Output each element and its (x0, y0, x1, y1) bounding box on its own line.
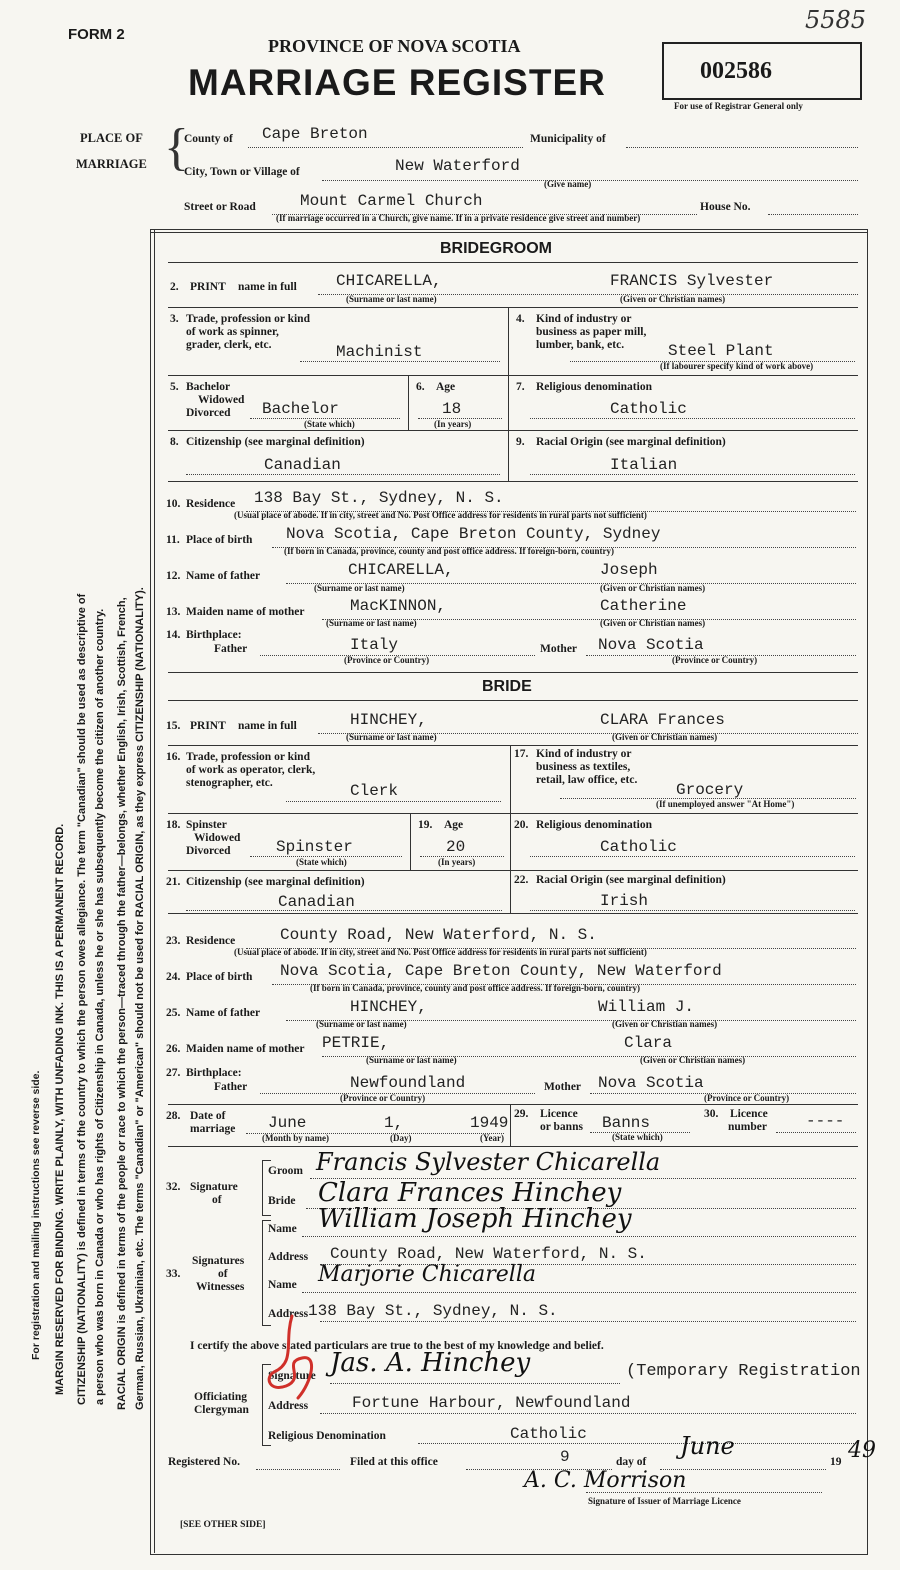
bride-racial-origin: Irish (600, 892, 649, 910)
groom-sig-label: Groom (268, 1165, 303, 1177)
f32-num: 32. (166, 1181, 181, 1193)
f14-mother-prov-note: (Province or Country) (672, 655, 758, 665)
house-label: House No. (700, 201, 751, 213)
witness1-address: County Road, New Waterford, N. S. (330, 1245, 647, 1263)
f4-label: Kind of industry or business as paper mill, lumber, bank, etc. (536, 313, 647, 351)
day-of-label: day of (616, 1456, 647, 1468)
f30-num: 30. (704, 1108, 719, 1120)
f33-label-witnesses: Witnesses (196, 1281, 245, 1293)
f6-num: 6. (416, 381, 425, 393)
f23-num: 23. (166, 935, 181, 947)
witness2-name-label: Name (268, 1279, 297, 1291)
f8-label: Citizenship (see marginal definition) (186, 436, 365, 448)
marriage-month: June (268, 1114, 307, 1132)
f12-num: 12. (166, 570, 181, 582)
f15-label: name in full (238, 720, 297, 732)
f11-num: 11. (166, 534, 180, 546)
f13-label: Maiden name of mother (186, 606, 305, 618)
see-other-side: [SEE OTHER SIDE] (180, 1520, 266, 1530)
bride-religion: Catholic (600, 838, 677, 856)
groom-religion: Catholic (610, 400, 687, 418)
filed-day: 9 (560, 1448, 570, 1466)
bride-given-names: CLARA Frances (600, 711, 725, 729)
form-label: FORM 2 (68, 26, 125, 43)
bride-father-surname: HINCHEY, (350, 998, 427, 1016)
f23-note: (Usual place of abode. If in city, street and No. Post Office address for residents in rural parts not sufficient) (234, 947, 647, 957)
clergy-denom-label: Religious Denomination (268, 1430, 386, 1442)
f16-label: Trade, profession or kind of work as operator, clerk, stenographer, etc. (186, 751, 316, 789)
f5-label-bachelor: Bachelor (186, 381, 231, 393)
f24-num: 24. (166, 971, 181, 983)
f10-label: Residence (186, 498, 236, 510)
f11-note: (If born in Canada, province, county and post office address. If foreign-born, country) (284, 546, 615, 556)
groom-given-names: FRANCIS Sylvester (610, 272, 774, 290)
f18-label-widowed: Widowed (194, 832, 241, 844)
registrar-note: For use of Registrar General only (674, 101, 803, 111)
f11-label: Place of birth (186, 534, 253, 546)
f6-label: Age (436, 381, 456, 393)
f18-label-spinster: Spinster (186, 819, 227, 831)
f17-label: Kind of industry or business as textiles, retail, law office, etc. (536, 748, 638, 786)
f26-surname-note: (Surname or last name) (366, 1055, 457, 1065)
city-value: New Waterford (395, 157, 520, 175)
f12-label: Name of father (186, 570, 261, 582)
filed-year-suffix: 49 (848, 1438, 876, 1463)
bride-surname-note: (Surname or last name) (346, 732, 437, 742)
give-name-note: (Give name) (544, 179, 592, 189)
margin-instructions: For registration and mailing instructions see reverse side. (30, 1070, 42, 1360)
bride-citizenship: Canadian (278, 893, 355, 911)
f27-mother-prov-note: (Province or Country) (704, 1093, 790, 1103)
filed-month: June (680, 1432, 735, 1460)
registered-no-label: Registered No. (168, 1456, 240, 1468)
bride-mother-given: Clara (624, 1034, 673, 1052)
f10-note: (Usual place of abode. If in city, street and No. Post Office address for residents in rural parts not sufficient) (234, 510, 647, 520)
f28-num: 28. (166, 1110, 181, 1122)
place-heading-2: MARRIAGE (76, 157, 147, 171)
licence-type: Banns (602, 1114, 651, 1132)
witness1-address-label: Address (268, 1251, 309, 1263)
margin-binding-note: MARGIN RESERVED FOR BINDING. WRITE PLAINLY, WITH UNFADING INK. THIS IS A PERMANENT RECORD. (54, 823, 66, 1395)
f26-given-note: (Given or Christian names) (640, 1055, 746, 1065)
bride-heading: BRIDE (482, 678, 532, 695)
place-heading-1: PLACE OF (80, 131, 143, 145)
f13-surname-note: (Surname or last name) (326, 618, 417, 628)
f30-label-number: number (728, 1121, 767, 1133)
filed-label: Filed at this office (350, 1456, 438, 1468)
f29-note: (State which) (612, 1132, 663, 1142)
f4-note: (If labourer specify kind of work above) (660, 361, 814, 371)
f5-label-divorced: Divorced (186, 407, 231, 419)
f27-father-label: Father (214, 1081, 248, 1093)
issuer-signature: A. C. Morrison (524, 1468, 687, 1493)
month-note: (Month by name) (262, 1133, 329, 1143)
clergy-signature: Jas. A. Hinchey (330, 1348, 531, 1378)
f27-mother-label: Mother (544, 1081, 582, 1093)
county-value: Cape Breton (262, 125, 368, 143)
f16-num: 16. (166, 751, 181, 763)
county-label: County of (184, 133, 233, 145)
certify-statement: I certify the above stated particulars are true to the best of my knowledge and belief. (190, 1340, 604, 1352)
clergy-denomination: Catholic (510, 1425, 587, 1443)
f17-note: (If unemployed answer "At Home") (656, 799, 795, 809)
groom-citizenship: Canadian (264, 456, 341, 474)
f21-label: Citizenship (see marginal definition) (186, 876, 365, 888)
clergy-sig-label: Signature (268, 1370, 316, 1382)
margin-racial-def-2: German, Russian, Ukrainian, etc. The terms "Canadian" or "American" should not be used for RACIAL ORIGIN, as they express CITIZENSHIP (NATIONALITY). (134, 587, 146, 1410)
f27-label: Birthplace: (186, 1067, 242, 1079)
officiating-label-1: Officiating (194, 1391, 248, 1403)
f25-given-note: (Given or Christian names) (612, 1019, 718, 1029)
year-note: (Year) (480, 1133, 504, 1143)
temporary-registration-note: (Temporary Registration (626, 1362, 861, 1381)
f24-note: (If born in Canada, province, county and post office address. If foreign-born, country) (310, 983, 641, 993)
margin-citizenship-def-1: CITIZENSHIP (NATIONALITY) is defined in terms of the country to which the person owes allegiance. The term "Canadian" should be used as descriptive of (76, 593, 88, 1405)
f18-num: 18. (166, 819, 181, 831)
witness2-address: 138 Bay St., Sydney, N. S. (308, 1302, 558, 1320)
bride-age-note: (In years) (438, 857, 476, 867)
bridegroom-heading: BRIDEGROOM (440, 240, 552, 257)
f12-surname-note: (Surname or last name) (314, 583, 405, 593)
street-note: (If marriage occurred in a Church, give name. If in a private residence give street and number) (276, 213, 641, 223)
f22-label: Racial Origin (see marginal definition) (536, 874, 726, 886)
f22-num: 22. (514, 874, 529, 886)
filed-year-prefix: 19 (830, 1456, 842, 1468)
groom-birthplace: Nova Scotia, Cape Breton County, Sydney (286, 525, 661, 543)
f14-father-prov-note: (Province or Country) (344, 655, 430, 665)
f29-label-licence: Licence (540, 1108, 578, 1120)
margin-citizenship-def-2: a person who was born in Canada or who has rights of Citizenship in Canada, unless he or she has subsequently become the citizen of another country. (94, 608, 106, 1405)
groom-residence: 138 Bay St., Sydney, N. S. (254, 489, 504, 507)
f29-label-banns: or banns (540, 1121, 583, 1133)
f9-num: 9. (516, 436, 525, 448)
bride-father-birthplace: Newfoundland (350, 1074, 466, 1092)
f23-label: Residence (186, 935, 236, 947)
groom-father-surname: CHICARELLA, (348, 561, 454, 579)
groom-mother-birthplace: Nova Scotia (598, 636, 704, 654)
bride-mother-birthplace: Nova Scotia (598, 1074, 704, 1092)
groom-given-note: (Given or Christian names) (620, 294, 726, 304)
f33-num: 33. (166, 1268, 181, 1280)
f14-mother-label: Mother (540, 643, 578, 655)
f14-label: Birthplace: (186, 629, 242, 641)
bride-trade: Clerk (350, 782, 399, 800)
day-note: (Day) (390, 1133, 412, 1143)
groom-surname-note: (Surname or last name) (346, 294, 437, 304)
bride-father-given: William J. (598, 998, 695, 1016)
f7-num: 7. (516, 381, 525, 393)
f20-label: Religious denomination (536, 819, 652, 831)
f8-num: 8. (170, 436, 179, 448)
bride-age: 20 (446, 838, 466, 856)
register-number: 002586 (700, 58, 772, 84)
f28-label-marriage: marriage (190, 1123, 236, 1135)
bride-birthplace: Nova Scotia, Cape Breton County, New Waterford (280, 962, 722, 980)
province-heading: PROVINCE OF NOVA SCOTIA (268, 36, 521, 56)
f32-label-of: of (212, 1194, 222, 1206)
groom-age: 18 (442, 400, 462, 418)
f2-num: 2. (170, 281, 179, 293)
f3-num: 3. (170, 313, 179, 325)
f5-num: 5. (170, 381, 179, 393)
f32-label-signature: Signature (190, 1181, 238, 1193)
groom-father-birthplace: Italy (350, 636, 399, 654)
page-title: MARRIAGE REGISTER (188, 62, 606, 103)
f5-label-widowed: Widowed (198, 394, 245, 406)
officiating-label-2: Clergyman (194, 1404, 249, 1416)
place-brace: { (164, 119, 189, 176)
f12-given-note: (Given or Christian names) (600, 583, 706, 593)
bride-surname: HINCHEY, (350, 711, 427, 729)
f28-label-date: Date of (190, 1110, 226, 1122)
f25-surname-note: (Surname or last name) (316, 1019, 407, 1029)
f21-num: 21. (166, 876, 181, 888)
f33-label-signatures: Signatures (192, 1255, 245, 1267)
groom-status-note: (State which) (304, 419, 355, 429)
f2-print: PRINT (190, 281, 226, 293)
f30-label-licence: Licence (730, 1108, 768, 1120)
bride-mother-surname: PETRIE, (322, 1034, 390, 1052)
witness1-name-label: Name (268, 1223, 297, 1235)
f26-label: Maiden name of mother (186, 1043, 305, 1055)
bride-given-note: (Given or Christian names) (612, 732, 718, 742)
bride-sig-label: Bride (268, 1195, 296, 1207)
f7-label: Religious denomination (536, 381, 652, 393)
f25-label: Name of father (186, 1007, 261, 1019)
f19-num: 19. (418, 819, 433, 831)
groom-status: Bachelor (262, 400, 339, 418)
bride-status-note: (State which) (296, 857, 347, 867)
groom-trade: Machinist (336, 343, 423, 361)
witness1-signature: William Joseph Hinchey (318, 1204, 632, 1234)
f15-num: 15. (166, 720, 181, 732)
f14-father-label: Father (214, 643, 248, 655)
f25-num: 25. (166, 1007, 181, 1019)
f13-num: 13. (166, 606, 181, 618)
street-label: Street or Road (184, 201, 256, 213)
groom-age-note: (In years) (434, 419, 472, 429)
groom-father-given: Joseph (600, 561, 658, 579)
groom-industry: Steel Plant (668, 342, 774, 360)
margin-racial-def-1: RACIAL ORIGIN is defined in terms of the people or race to which the person—traced through the father—belongs, whether English, Irish, Scottish, French, (116, 597, 128, 1410)
f26-num: 26. (166, 1043, 181, 1055)
street-value: Mount Carmel Church (300, 192, 483, 210)
f15-print: PRINT (190, 720, 226, 732)
groom-mother-given: Catherine (600, 597, 687, 615)
issuer-label: Signature of Issuer of Marriage Licence (588, 1496, 741, 1506)
groom-surname: CHICARELLA, (336, 272, 442, 290)
bride-residence: County Road, New Waterford, N. S. (280, 926, 597, 944)
f27-num: 27. (166, 1067, 181, 1079)
f29-num: 29. (514, 1108, 529, 1120)
witness2-address-label: Address (268, 1308, 309, 1320)
f33-label-of: of (218, 1268, 228, 1280)
clergy-address: Fortune Harbour, Newfoundland (352, 1394, 631, 1412)
bride-industry: Grocery (676, 781, 744, 799)
municipality-label: Municipality of (530, 133, 606, 145)
corner-number: 5585 (805, 6, 867, 34)
f17-num: 17. (514, 748, 529, 760)
f3-label: Trade, profession or kind of work as spinner, grader, clerk, etc. (186, 313, 310, 351)
f2-label: name in full (238, 281, 297, 293)
f4-num: 4. (516, 313, 525, 325)
marriage-year: 1949 (470, 1114, 509, 1132)
f9-label: Racial Origin (see marginal definition) (536, 436, 726, 448)
red-check-mark (262, 1312, 332, 1408)
groom-racial-origin: Italian (610, 456, 678, 474)
f27-father-prov-note: (Province or Country) (340, 1093, 426, 1103)
licence-number: ---- (806, 1112, 845, 1130)
f14-num: 14. (166, 629, 181, 641)
f10-num: 10. (166, 498, 181, 510)
clergy-address-label: Address (268, 1400, 309, 1412)
f19-label: Age (444, 819, 464, 831)
groom-signature: Francis Sylvester Chicarella (316, 1148, 661, 1176)
marriage-day: 1, (384, 1114, 404, 1132)
bride-status: Spinster (276, 838, 353, 856)
groom-mother-surname: MacKINNON, (350, 597, 447, 615)
city-label: City, Town or Village of (184, 166, 300, 178)
bride-signature: Clara Frances Hinchey (318, 1178, 622, 1208)
f24-label: Place of birth (186, 971, 253, 983)
f18-label-divorced: Divorced (186, 845, 231, 857)
f20-num: 20. (514, 819, 529, 831)
f13-given-note: (Given or Christian names) (600, 618, 706, 628)
witness2-signature: Marjorie Chicarella (318, 1262, 536, 1287)
